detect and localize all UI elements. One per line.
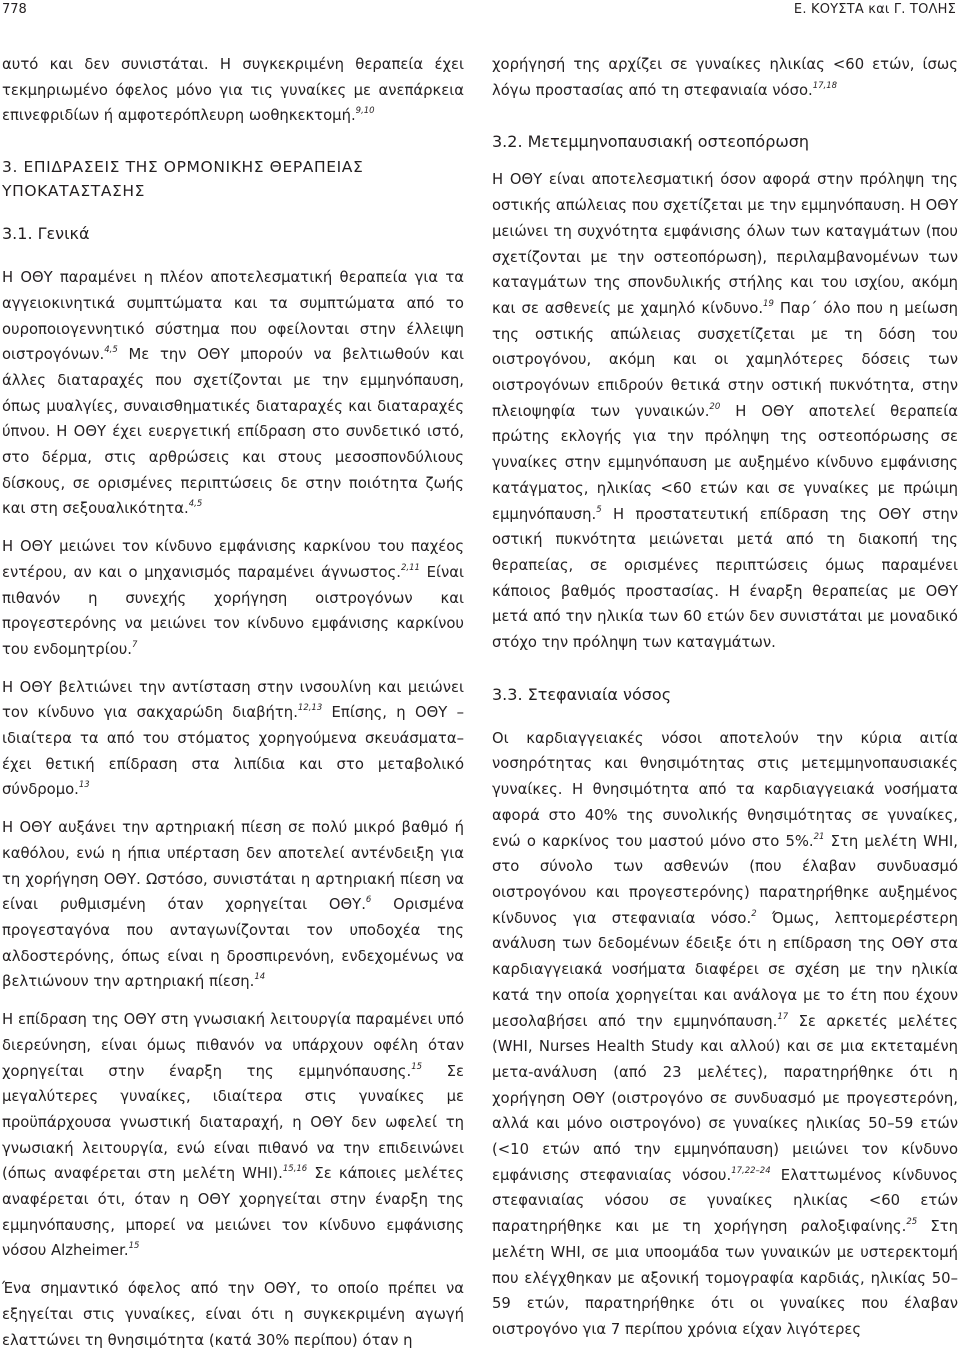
citation: 21	[813, 831, 825, 842]
citation: 5	[596, 504, 602, 515]
paragraph: Η ΟΘΥ μειώνει τον κίνδυνο εμφάνισης καρκίνου του παχέος εντέρου, αν και ο μηχανισμός παραμένει άγνωστος.$^{2,11}$ Είναι πιθανόν η συνεχής χορήγηση οιστρογόνων και προγεστερόνης να μειώνει τον κίνδυνο εμφάνισης καρκίνου του ενδομητρίου.$^7$	[2, 538, 464, 658]
paragraph: Η ΟΘΥ βελτιώνει την αντίσταση στην ινσουλίνη και μειώνει τον κίνδυνο για σακχαρώδη διαβήτη.$^{12,13}$ Επίσης, η ΟΘΥ –ιδιαίτερα τα από του στόματος χορηγούμενα σκευάσματα– έχει θετική επίδραση στα λιπίδια και στο μεταβολικό σύνδρομο.$^{13}$	[2, 678, 464, 799]
citation: 17,22–24	[731, 1165, 771, 1176]
paragraph: αυτό και δεν συνιστάται. Η συγκεκριμένη θεραπεία έχει τεκμηριωμένο όφελος μόνο για τις γυναίκες με ανεπάρκεια επινεφριδίων ή αμφοτερόπλευρη ωοθηκεκτομή.$^{9,10}$	[2, 56, 464, 125]
page-header	[0, 0, 960, 22]
left-column	[2, 52, 464, 1353]
paragraph: Ένα σημαντικό όφελος από την ΟΘΥ, το οποίο πρέπει να εξηγείται στις γυναίκες, είναι ότι η συγκεκριμένη αγωγή ελαττώνει τη θνησιμότητα (κατά 30% περίπου) όταν η	[2, 1280, 464, 1349]
page-number: 778	[2, 2, 27, 17]
subsection-title: 3.2. Μετεμμηνοπαυσιακή οστεοπόρωση	[492, 132, 810, 152]
running-head: Ε. ΚΟΥΣΤΑ και Γ. ΤΟΛΗΣ	[793, 2, 956, 17]
paragraph: Η επίδραση της ΟΘΥ στη γνωσιακή λειτουργία παραμένει υπό διερεύνηση, είναι όμως πιθανόν να υπάρχουν οφέλη όταν χορηγείται στην έναρξη της εμμηνόπαυσης.$^{15}$ Σε μεγαλύτερες γυναίκες, ιδιαίτερα στις γυναίκες με προϋπάρχουσα γνωστική διαταραχή, η ΟΘΥ δεν ωφελεί τη γνωσιακή λειτουργία, ενώ είναι πιθανό να την επιδεινώνει (όπως αναφέρεται στη μελέτη WHI).$^{15,16}$ Σε κάποιες μελέτες αναφέρεται ότι, όταν η ΟΘΥ χορηγείται στην έναρξη της εμμηνόπαυσης, μπορεί να μειώνει τον κίνδυνο εμφάνισης νόσου Alzheimer.$^{15}$	[2, 1011, 465, 1260]
paragraph: χορήγησή της αρχίζει σε γυναίκες ηλικίας <60 ετών, ίσως λόγω προστασίας από τη στεφανιαία νόσο.$^{17,18}$	[492, 56, 958, 99]
citation: 15	[128, 1241, 140, 1252]
citation: 15,16	[282, 1164, 308, 1175]
citation: 20	[709, 401, 721, 412]
citation: 13	[78, 780, 90, 791]
paragraph: Η ΟΘΥ αυξάνει την αρτηριακή πίεση σε πολύ μικρό βαθμό ή καθόλου, ενώ η ήπια υπέρταση δεν αποτελεί αντένδειξη για τη χορήγηση ΟΘΥ. Ωστόσο, συνιστάται η αρτηριακή πίεση να είναι ρυθμισμένη όταν χορηγείται ΟΘΥ.$^6$ Ορισμένα προγεσταγόνα που ανταγωνίζονται τον υποδοχέα της αλδοστερόνης, όπως είναι η δροσπιρενόνη, ενδεχομένως να βελτιώνουν την αρτηριακή πίεση.$^{14}$	[2, 819, 465, 991]
citation: 17	[777, 1011, 789, 1022]
citation: 19	[763, 298, 774, 309]
citation: 15	[411, 1061, 423, 1072]
citation: 7	[132, 639, 138, 650]
paragraph: Η ΟΘΥ είναι αποτελεσματική όσον αφορά στην πρόληψη της οστικής απώλειας που σχετίζεται με την εμμηνόπαυση. Η ΟΘΥ μειώνει τη συχνότητα εμφάνισης όλων των καταγμάτων (που σχετίζονται με την οστεοπόρωση), περιλαμβανομένων των καταγμάτων της σπονδυλικής στήλης και του ισχίου, ακόμη και σε ασθενείς με χαμηλό κίνδυνο.$^{19}$ Παρ΄ όλο που η μείωση της οστικής απώλειας συσχετίζεται με τη δόση του οιστρογόνου, ακόμη και οι χαμηλότερες δόσεις των οιστρογόνων επιδρούν θετικά στην οστική πυκνότητα, στην πλειοψηφία των γυναικών.$^{20}$ Η ΟΘΥ αποτελεί θεραπεία πρώτης εκλογής για την πρόληψη της οστεοπόρωσης σε γυναίκες στην εμμηνόπαυση με αυξημένο κίνδυνο εμφάνισης κατάγματος, ηλικίας <60 ετών και σε γυναίκες με πρώιμη εμμηνόπαυση.$^5$ Η προστατευτική επίδραση της ΟΘΥ στην οστική πυκνότητα μειώνεται μετά από τη διακοπή της θεραπείας, σε ορισμένες περιπτώσεις όμως παραμένει κάποιος βαθμός προστασίας. Η έναρξη θεραπείας με ΟΘΥ μετά από την ηλικία των 60 ετών δεν συνιστάται με μοναδικό στόχο την πρόληψη των καταγμάτων.	[492, 171, 958, 652]
citation: 12,13	[297, 703, 323, 714]
paragraph: Η ΟΘΥ παραμένει η πλέον αποτελεσματική θεραπεία για τα αγγειοκινητικά συμπτώματα και τα συμπτώματα από το ουροποιογεννητικό σύστημα που οφείλονται στην έλλειψη οιστρογόνων.$^{4,5}$ Με την ΟΘΥ μπορούν να βελτιωθούν και άλλες διαταραχές που σχετίζονται με την εμμηνόπαυση, όπως μυαλγίες, συναισθηματικές διαταραχές και διαταραχές ύπνου. Η ΟΘΥ έχει ευεργετική επίδραση στο συνδετικό ιστό, στο δέρμα, στις αρθρώσεις και στους μεσοσπονδύλιους δίσκους, σε ορισμένες περιπτώσεις δε στην ποιότητα ζωής και στη σεξουαλικότητα.$^{4,5}$	[2, 269, 464, 518]
citation: 17,18	[812, 80, 838, 91]
citation: 6	[365, 895, 372, 906]
citation: 4,5	[188, 499, 203, 510]
citation: 4,5	[104, 345, 118, 356]
citation: 2,11	[400, 562, 420, 573]
citation: 2	[751, 908, 757, 919]
citation: 14	[254, 972, 266, 983]
subsection-title: 3.1. Γενικά	[2, 224, 90, 244]
paragraph: Οι καρδιαγγειακές νόσοι αποτελούν την κύρια αιτία νοσηρότητας και θνησιμότητας στις μετεμμηνοπαυσιακές γυναίκες. Η θνησιμότητα από τα καρδιαγγειακά νοσήματα αφορά στο 40% της συνολικής θνησιμότητας σε γυναίκες, ενώ ο καρκίνος του μαστού μόνο στο 5%.$^{21}$ Στη μελέτη WHI, στο σύνολο των ασθενών (που έλαβαν συνδυασμό οιστρογόνου και προγεστερόνης) παρατηρήθηκε αυξημένος κίνδυνος για στεφανιαία νόσο.$^2$ Όμως, λεπτομερέστερη ανάλυση των δεδομένων έδειξε ότι η επίδραση της ΟΘΥ στα καρδιαγγειακά νοσήματα διαφέρει σε σχέση με την ηλικία κατά την οποία χορηγείται και ανάλογα με το έτη που έχουν μεσολαβήσει από την εμμηνόπαυση.$^{17}$ Σε αρκετές μελέτες (WHI, Nurses Health Study και αλλού) και σε μια εκτεταμένη μετα-ανάλυση (από 23 μελέτες), παρατηρήθηκε ότι η χορήγηση ΟΘΥ (οιστρογόνο σε συνδυασμό με προγεστερόνη, αλλά και μόνο οιστρογόνο) σε γυναίκες ηλικίας 50–59 ετών (<10 ετών από την εμμηνόπαυση) μειώνει τον κίνδυνο εμφάνισης στεφανιαίας νόσου.$^{17,22-24}$ Ελαττωμένος κίνδυνος στεφανιαίας νόσου σε γυναίκες ηλικίας <60 ετών παρατηρήθηκε και με τη χορήγηση ραλοξιφαίνης.$^{25}$ Στη μελέτη WHI, σε μια υποομάδα των γυναικών με υστερεκτομή που ελέγχθηκαν με αξονική τομογραφία καρδιάς, ηλικίας 50–59 ετών, παρατηρήθηκε ότι οι γυναίκες που έλαβαν οιστρογόνο για 7 περίπου χρόνια είχαν λιγότερες	[492, 729, 959, 1338]
citation: 9,10	[355, 106, 375, 117]
right-column	[492, 52, 958, 1343]
subsection-title: 3.3. Στεφανιαία νόσος	[492, 684, 672, 704]
citation: 25	[906, 1217, 918, 1228]
section-title: 3. ΕΠΙΔΡΑΣΕΙΣ ΤΗΣ ΟΡΜΟΝΙΚΗΣ ΘΕΡΑΠΕΙΑΣ ΥΠΟΚΑΤΑΣΤΑΣΗΣ	[2, 158, 364, 201]
